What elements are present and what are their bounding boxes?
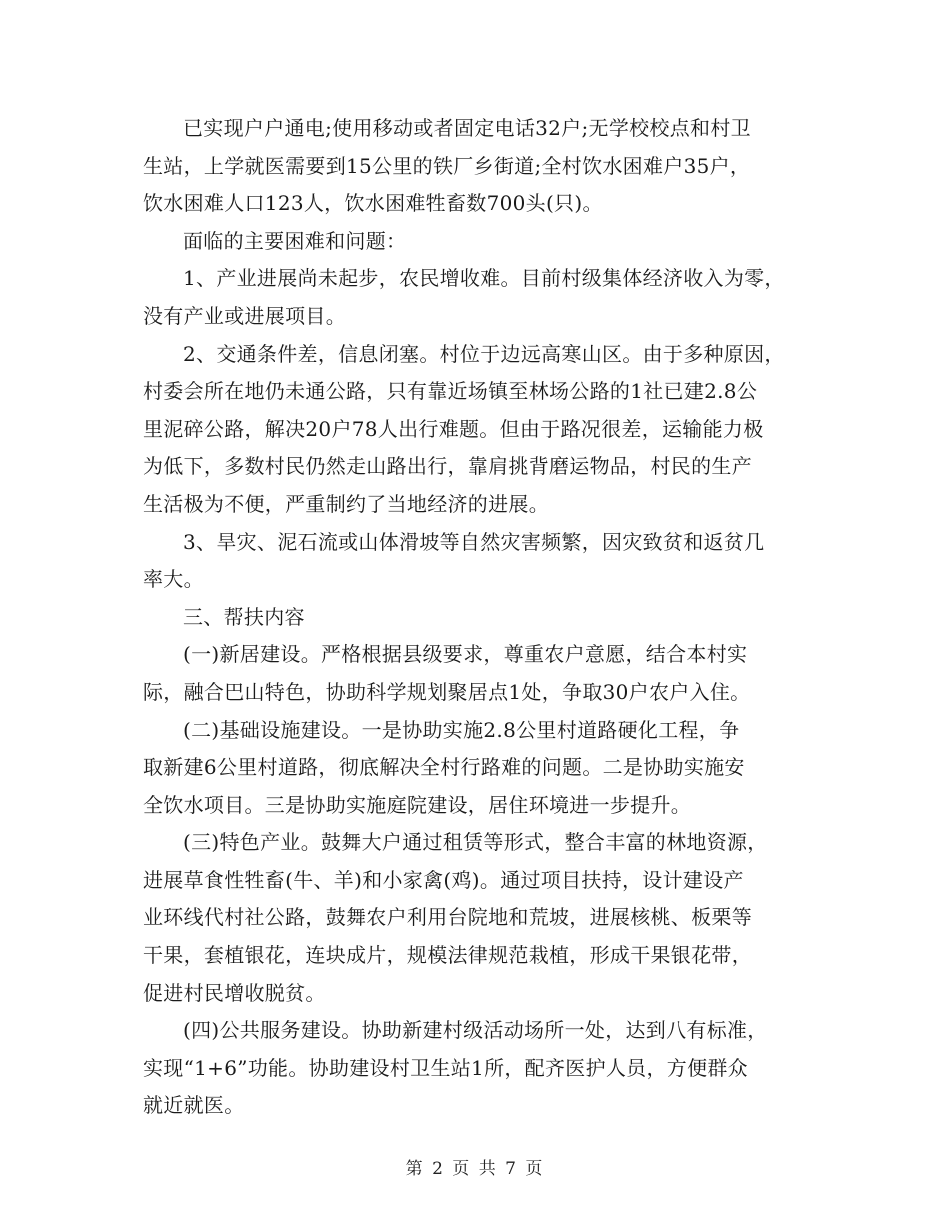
text-line: 生站，上学就医需要到15公里的铁厂乡街道;全村饮水困难户35户， <box>143 153 751 178</box>
text-line: 际，融合巴山特色，协助科学规划聚居点1处，争取30户农户入住。 <box>143 679 751 704</box>
paragraph-difficulty-1 <box>143 260 815 335</box>
text-line: (二)基础设施建设。一是协助实施2.8公里村道路硬化工程，争 <box>183 717 740 742</box>
text-line: 村委会所在地仍未通公路，只有靠近场镇至林场公路的1社已建2.8公 <box>143 379 758 404</box>
text-line: (三)特色产业。鼓舞大户通过租赁等形式，整合丰富的林地资源， <box>183 830 768 855</box>
text-line: 三、帮扶内容 <box>183 604 305 629</box>
text-line: 1、产业进展尚未起步，农民增收难。目前村级集体经济收入为零， <box>183 266 785 291</box>
text-line: 促进村民增收脱贫。 <box>143 980 326 1005</box>
text-line: 面临的主要困难和问题： <box>183 228 407 253</box>
paragraph-new-housing <box>143 636 815 711</box>
text-line: 生活极为不便，严重制约了当地经济的进展。 <box>143 491 549 516</box>
paragraph-infrastructure <box>143 712 815 825</box>
text-line: 里泥碎公路，解决20户78人出行难题。但由于路况很差，运输能力极 <box>143 416 764 441</box>
text-line: 进展草食性牲畜(牛、羊)和小家禽(鸡)。通过项目扶持，设计建设产 <box>143 867 744 892</box>
text-line: 为低下，多数村民仍然走山路出行，靠肩挑背磨运物品，村民的生产 <box>143 454 752 479</box>
text-line: (四)公共服务建设。协助新建村级活动场所一处，达到八有标准， <box>183 1018 768 1043</box>
text-line: 取新建6公里村道路，彻底解决全村行路难的问题。二是协助实施安 <box>143 755 745 780</box>
document-body <box>143 110 815 1125</box>
paragraph-difficulty-2 <box>143 336 815 524</box>
paragraph-specialty-industry <box>143 824 815 1012</box>
text-line: 3、旱灾、泥石流或山体滑坡等自然灾害频繁，因灾致贫和返贫几 <box>183 529 765 554</box>
text-line: 实现“1+6”功能。协助建设村卫生站1所，配齐医护人员，方便群众 <box>143 1055 748 1080</box>
text-line: 率大。 <box>143 567 204 592</box>
text-line: 2、交通条件差，信息闭塞。村位于边远高寒山区。由于多种原因， <box>183 341 785 366</box>
paragraph-public-services <box>143 1012 815 1125</box>
text-line: 业环线代村社公路，鼓舞农户利用台院地和荒坡，进展核桃、板栗等 <box>143 905 752 930</box>
text-line: 已实现户户通电;使用移动或者固定电话32户;无学校校点和村卫 <box>183 116 751 140</box>
text-line: (一)新居建设。严格根据县级要求，尊重农户意愿，结合本村实 <box>183 642 748 667</box>
paragraph-difficulty-3 <box>143 524 815 599</box>
paragraph-utilities <box>143 110 815 223</box>
text-line: 没有产业或进展项目。 <box>143 303 346 328</box>
section-heading-assistance <box>143 599 815 637</box>
text-line: 干果，套植银花，连块成片，规模法律规范栽植，形成干果银花带， <box>143 943 752 968</box>
text-line: 全饮水项目。三是协助实施庭院建设，居住环境进一步提升。 <box>143 792 692 817</box>
text-line: 饮水困难人口123人，饮水困难牲畜数700头(只)。 <box>143 191 603 216</box>
paragraph-heading-difficulties <box>143 223 815 261</box>
page-number: 第 2 页 共 7 页 <box>405 1159 545 1179</box>
text-line: 就近就医。 <box>143 1093 245 1118</box>
